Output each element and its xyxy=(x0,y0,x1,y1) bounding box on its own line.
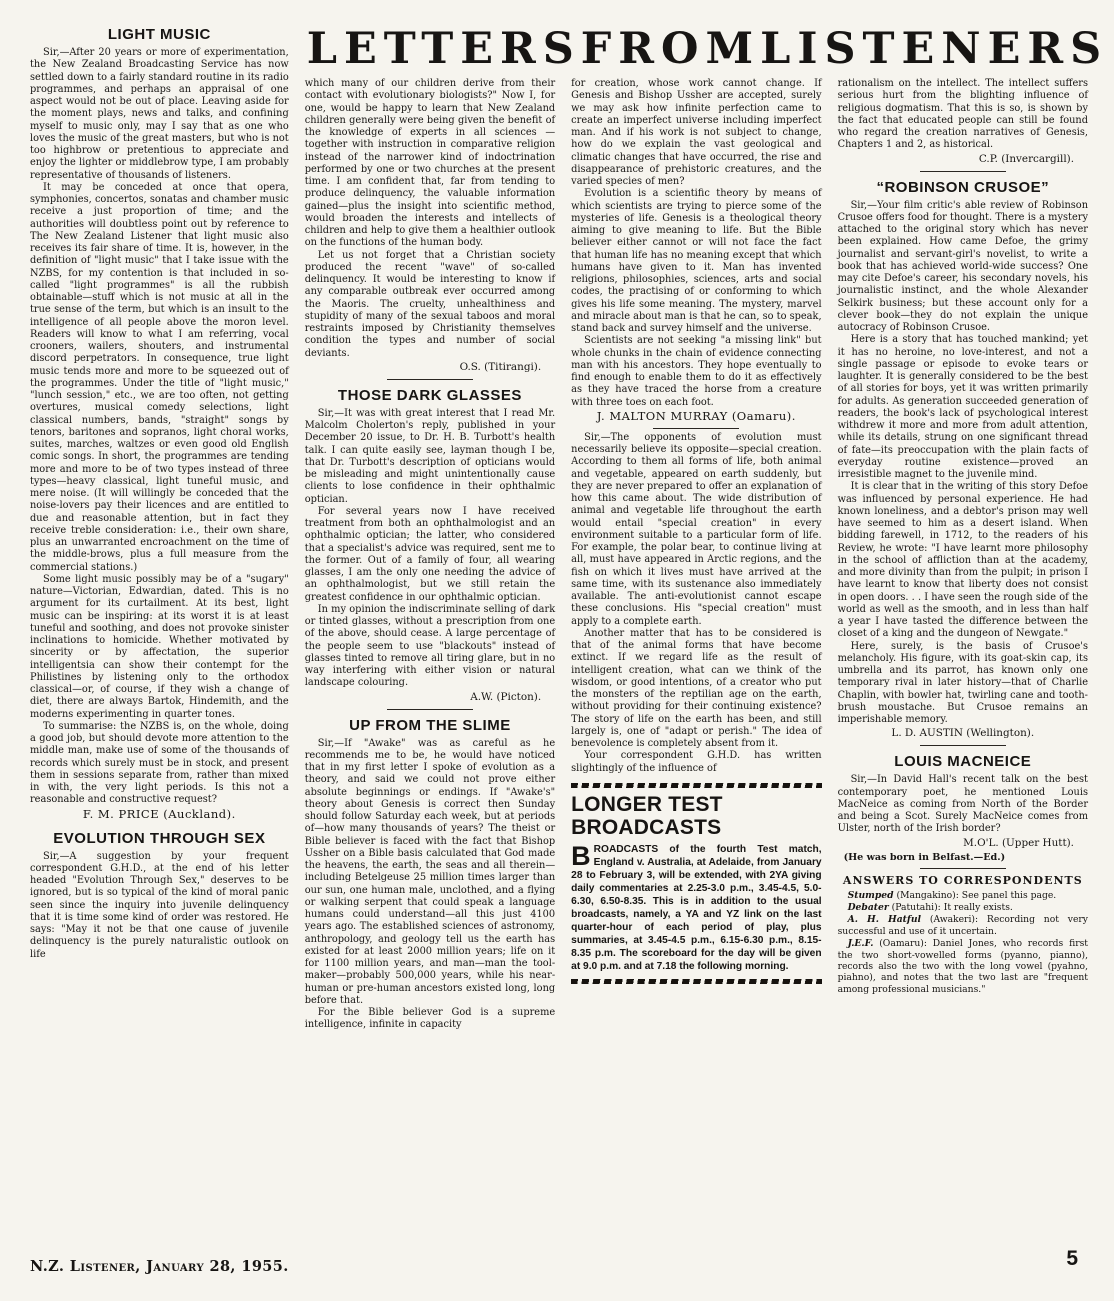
letter-signature: J. MALTON MURRAY (Oamaru). xyxy=(596,408,796,423)
letter-paragraph: Sir,—If "Awake" was as careful as he recommends me to be, he would have noticed that in my first letter I spoke of evolution as a theory, and said we could not prove either absolute beginnings or endings. If "Awake's" theory about Genesis is correct then Sunday should follow Saturday each week, but at periods of—how many thousands of years? The theist or Bible believer is faced with the fact that Bishop Ussher on a Bible basis calculated that God made the heavens, the earth, the seas and all therein—including Betelgeuse 25 million times larger than our sun, one human male, unclothed, and a flying or walking serpent that could speak a language humans could understand—all this just 4100 years ago. The established sciences of astronomy, anthropology, and geology tell us the earth has existed for at least 2000 million years; life on it for 1100 million years, and man—man the tool-maker—probably 500,000 years, while his near-human or pre-human ancestors existed long, long before that. xyxy=(304,737,556,1006)
letter-heading-up-from-the-slime: UP FROM THE SLIME xyxy=(349,716,511,734)
correspondent-name: J.E.F. xyxy=(847,938,874,950)
letter-paragraph: It may be conceded at once that opera, symphonies, concertos, sonatas and chamber music receive a just proportion of time; and the authorities will doubtless point out by reference to The New Zealand Listener that light music also receives its fair share of time. It is, however, in the definition of "light music" that I take issue with the NZBS, for my contention is that included in so-called "light programmes" is all the rubbish obtainable—stuff which is not music at all in the true sense of the term, but which is an insult to the intelligence of all people above the moron level. Readers will know to what I am referring, vocal crooners, wailers, shouters, and instrumental discord perpetrators. In consequence, true light music tends more and more to be squeezed out of the programmes. Under the title of "light music," "lunch session," etc., we are too often, not getting overtures, musical comedy selections, light classical numbers, bands, "straight" songs by tenors, baritones and sopranos, light choral works, suites, marches, waltzes or even good old English comic songs. In short, the programmes are tending more and more to be of two types instead of three types—heavy classical, light tuneful music, and mere noise. (It will willingly be conceded that the noise-lovers pay their licences and are entitled to due and reasonable attention, but in fact they receive treble consideration: i.e., their own share, plus an unwarranted encroachment on the time of the middle-brows, plus a full measure from the commercial stations.) xyxy=(30,181,289,573)
letter-paragraph: Evolution is a scientific theory by means of which scientists are trying to pierce some of the mysteries of life. Genesis is a theological theory aiming to give meaning to life. But the Bible believer either cannot or will not face the fact that human life has no meaning except that which humans have given to it. Man has invented religions, philosophies, sciences, arts and social codes, the practising of or conforming to which gives his life some meaning. The mystery, marvel and miracle about man is that he can, so to speak, stand back and survey himself and the universe. xyxy=(571,188,822,334)
answer-text: (Oamaru): Daniel Jones, who records first the two short-vowelled forms (pyanno, pianno), records also the two with the long vowel (pyahno, piahno), and notes that the two last are "frequent among professional musicians." xyxy=(837,938,1088,995)
correspondent-name: Stumped xyxy=(847,889,894,901)
letter-signature: O.S. (Titirangi). xyxy=(459,360,542,373)
section-divider xyxy=(653,428,739,429)
letter-paragraph: To summarise: the NZBS is, on the whole, doing a good job, but should devote more attention to the middle man, make use of some of the thousands of records which surely must be in stock, and present them in sessions separate from, rather than mixed in with, the very light periods. Is this not a reasonable and constructive request? xyxy=(30,720,289,806)
letter-paragraph: Let us not forget that a Christian society produced the recent "wave" of so-called delinquency. It would be interesting to know if any comparable outbreak ever occurred among the Maoris. The cruelty, unhealthiness and stupidity of many of the sexual taboos and moral restraints imposed by Christianity themselves condition the types and number of social deviants. xyxy=(304,249,556,359)
editor-note: (He was born in Belfast.—Ed.) xyxy=(843,851,1006,863)
letter-paragraph: For several years now I have received treatment from both an ophthalmologist and an ophthalmic optician; the latter, who considered that a specialist's advice was required, sent me to the former. Out of a family of four, all wearing glasses, I am the only one needing the advice of an ophthalmologist, but we still retain the greatest confidence in our ophthalmic optician. xyxy=(304,505,556,603)
letter-heading-those-dark-glasses: THOSE DARK GLASSES xyxy=(337,386,522,404)
section-divider xyxy=(387,379,473,380)
panel-body-text: ROADCASTS of the fourth Test match, England v. Australia, at Adelaide, from January 28 to February 3, will be extended, with 2YA giving daily commentaries at 2.25-3.0 p.m., 3.45-4.5, 5.0-6.30, 6.50-8.35. This is in addition to the usual broadcasts, namely, a YA and YZ link on the last quarter-hour of each period of play, plus summaries, at 3.45-4.5 p.m., 6.15-6.30 p.m., 8.15-8.35 p.m. The scoreboard for the day will be given at 9.0 p.m. and at 7.18 the following morning. xyxy=(571,843,822,972)
drop-cap: B xyxy=(571,840,591,871)
column-4 xyxy=(838,78,1088,1275)
letter-paragraph-continued: for creation, whose work cannot change. If Genesis and Bishop Ussher are accepted, surely we may ask how infinite perfection came to create an imperfect universe including imperfect man. And if his work is not subject to change, how do we explain the vast geological and climatic changes that have occurred, the rise and disappearance of prehistoric creatures, and the varied species of men? xyxy=(571,78,822,187)
letter-signature: C.P. (Invercargill). xyxy=(978,152,1074,165)
letter-paragraph: Sir,—After 20 years or more of experimentation, the New Zealand Broadcasting Service has now settled down to a fairly standard routine in its radio programmes, and perhaps an appraisal of one aspect would not be out of place. Leaving aside for the moment plays, news and talks, and confining myself to music only, may I say that as one who loves the music of the great masters, but who is not too highbrow or pretentious to appreciate and enjoy the lighter or middlebrow type, I am probably representative of thousands of listeners. xyxy=(30,47,289,181)
answers-heading: ANSWERS TO CORRESPONDENTS xyxy=(842,873,1083,887)
letter-paragraph: Sir,—It was with great interest that I read Mr. Malcolm Cholerton's reply, published in your December 20 issue, to Dr. H. B. Turbott's health talk. I can quite easily see, layman though I be, that Dr. Turbott's description of opticians would be misleading and might unintentionally cause clients to lose confidence in their ophthalmic optician. xyxy=(304,407,556,505)
answer-item xyxy=(838,902,1088,913)
column-3 xyxy=(571,78,821,1275)
letter-heading-louis-macneice: LOUIS MACNEICE xyxy=(894,753,1032,771)
letter-paragraph: It is clear that in the writing of this story Defoe was influenced by personal experience. He had known loneliness, and a debtor's prison may well have seemed to him as a desert island. When bidding farewell, in 1712, to the readers of his Review, he wrote: "I have learnt more philosophy in the school of affliction than at the academy, and more divinity than from the pulpit; in prison I have learnt to know that liberty does not consist in open doors. . . I have seen the rough side of the world as well as the smooth, and in less than half a year I have tasted the difference between the closet of a king and the dungeon of Newgate." xyxy=(837,481,1088,640)
page-number: 5 xyxy=(1066,1247,1078,1270)
page-title-word: LETTERS xyxy=(306,24,581,74)
page-title-word: FROM xyxy=(580,24,761,74)
letter-paragraph-continued: which many of our children derive from their contact with evolutionary biologists?" Now I, for one, would be happy to learn that New Zealand children generally were being given the benefit of the knowledge of experts in all sciences —together with instruction in comparative religion instead of the narrower kind of indoctrination performed by one or two churches at the present time. I am confident that, far from tending to produce delinquency, the valuable information gained—plus the insight into scientific method, would broaden the interests and intellects of children and help to give them a healthier outlook on the functions of the human body. xyxy=(304,78,556,249)
letter-paragraph: Your correspondent G.H.D. has written slightingly of the influence of xyxy=(571,750,822,774)
panel-body xyxy=(571,840,822,973)
letter-paragraph: Here, surely, is the basis of Crusoe's melancholy. His figure, with its goat-skin cap, its umbrella and its parrot, has known only one temporary rival in later history—that of Charlie Chaplin, with bowler hat, twirling cane and tooth-brush moustache. But Crusoe remains an imperishable memory. xyxy=(837,640,1088,725)
letter-paragraph: Sir,—A suggestion by your frequent correspondent G.H.D., at the end of his letter headed "Evolution Through Sex," deserves to be ignored, but is so typical of the kind of moral panic seen since the inquiry into juvenile delinquency that it is time some kind of order was restored. He says: "May it not be that one cause of juvenile delinquency is the purely naturalistic outlook on life xyxy=(30,850,289,960)
answer-text: (Patutahi): It really exists. xyxy=(888,901,1013,913)
section-divider xyxy=(920,171,1006,172)
letter-paragraph: Another matter that has to be considered is that of the animal forms that have become extinct. If we regard life as the result of intelligent creation, what can we think of the wisdom, or good intentions, of a creator who put the monsters of the reptilian age on the earth, without providing for their continuing existence? The story of life on the earth has been, and still largely is, one of "adapt or perish." The idea of benevolence is completely absent from it. xyxy=(571,627,822,749)
correspondent-name: A. H. Hatful xyxy=(847,914,922,926)
section-divider xyxy=(920,745,1006,746)
letter-heading-robinson-crusoe: “ROBINSON CRUSOE” xyxy=(876,178,1050,196)
panel-heading-longer-test-broadcasts: LONGER TEST BROADCASTS xyxy=(571,792,723,839)
letter-paragraph: Some light music possibly may be of a "sugary" nature—Victorian, Edwardian, dated. This is no argument for its curtailment. At its best, light music can be inspiring: at its worst it is at least tuneful and soothing, and does not provoke sinister inclinations to homicide. Whether motivated by sincerity or by affectation, the superior intelligentsia can show their contempt for the Philistines by listening only to the orthodox classical—or, of course, if they wish a change of diet, there are always Bartok, Hindemith, and the moderns experimenting in quarter tones. xyxy=(30,573,289,720)
letter-paragraph: Here is a story that has touched mankind; yet it has no heroine, no love-interest, and not a single passage or episode to evoke tears or laughter. It is generally considered to be the best of all stories for boys, yet it was written primarily for adults. As generation succeeded generation of readers, the book's lack of psychological interest withdrew it more and more from adult attention, while its details, strung on one significant thread of fate—its preoccupation with the plain facts of everyday routine existence—proved an irresistible magnet to the juvenile mind. xyxy=(837,334,1088,480)
letter-paragraph: Scientists are not seeking "a missing link" but whole chunks in the chain of evidence connecting man with his ancestors. They hope eventually to find enough to enable them to do it as effectively as they have traced the horse from a creature with three toes on each foot. xyxy=(571,335,822,408)
page-grid xyxy=(30,24,1109,1275)
answer-text: (Awakeri): Recording not very successful and use of it uncertain. xyxy=(837,914,1088,937)
section-divider xyxy=(387,709,473,710)
answer-text: (Mangakino): See panel this page. xyxy=(893,889,1057,901)
letter-heading-evolution-through-sex: EVOLUTION THROUGH SEX xyxy=(53,829,266,847)
letter-signature: F. M. PRICE (Auckland). xyxy=(82,806,236,821)
letter-paragraph-continued: rationalism on the intellect. The intellect suffers serious hurt from the blighting influence of religious dogmatism. That this is so, is shown by the fact that educated people can still be found who regard the creation narratives of Genesis, Chapters 1 and 2, as historical. xyxy=(837,78,1088,151)
answer-item xyxy=(838,938,1088,995)
letter-heading-light-music: LIGHT MUSIC xyxy=(107,26,211,43)
test-broadcasts-panel xyxy=(571,783,821,984)
page-title-word: LISTENERS xyxy=(760,24,1109,74)
letter-paragraph: In my opinion the indiscriminate selling of dark or tinted glasses, without a prescription from one of the above, should cease. A large percentage of the people seem to use "blackouts" instead of glasses tinted to remove all tiring glare, but in no way interfering with either vision or natural landscape colouring. xyxy=(304,603,556,689)
letter-signature: L. D. AUSTIN (Wellington). xyxy=(891,727,1035,740)
answer-item xyxy=(838,914,1088,937)
section-divider xyxy=(920,868,1006,869)
letter-paragraph: Sir,—In David Hall's recent talk on the best contemporary poet, he mentioned Louis MacNeice as coming from North of the Border and being a Scot. Surely MacNeice comes from Ulster, north of the Irish border? xyxy=(837,774,1088,835)
wavy-rule-bottom xyxy=(571,979,821,984)
letter-paragraph: For the Bible believer God is a supreme intelligence, infinite in capacity xyxy=(304,1007,556,1031)
letter-paragraph: Sir,—Your film critic's able review of Robinson Crusoe offers food for thought. There is a mystery attached to the original story which has never been explained. How came Defoe, the grimy journalist and servant-girl's novelist, to write a book that has achieved world-wide success? One may cite Defoe's career, his secondary novels, his journalistic instinct, and the whole Alexander Selkirk business; but these account only for a clever book—they do not explain the unique autocracy of Robinson Crusoe. xyxy=(837,199,1088,333)
correspondent-name: Debater xyxy=(847,901,889,913)
letter-paragraph: Sir,—The opponents of evolution must necessarily believe its opposite—special creation. According to them all forms of life, both animal and vegetable, appeared on earth suddenly, but they are never prepared to offer an explanation of how this came about. The wide distribution of animal and vegetable life throughout the earth would entail "special creation" in every environment suitable to a particular form of life. For example, the polar bear, to continue living at all, must have appeared in Arctic regions, and the fish on which it lives must have arrived at the same time, with its sustenance also immediately available. The anti-evolutionist cannot escape these conclusions. His "special creation" must apply to a complete earth. xyxy=(571,431,822,627)
answer-item xyxy=(838,890,1088,901)
column-2 xyxy=(305,78,555,1275)
wavy-rule-top xyxy=(571,783,821,788)
letter-signature: A.W. (Picton). xyxy=(470,690,542,703)
column-1 xyxy=(30,26,289,1275)
page-title xyxy=(305,24,1109,78)
issue-footer: N.Z. Listener, January 28, 1955. xyxy=(30,1258,289,1275)
letter-signature: M.O'L. (Upper Hutt). xyxy=(963,836,1074,849)
